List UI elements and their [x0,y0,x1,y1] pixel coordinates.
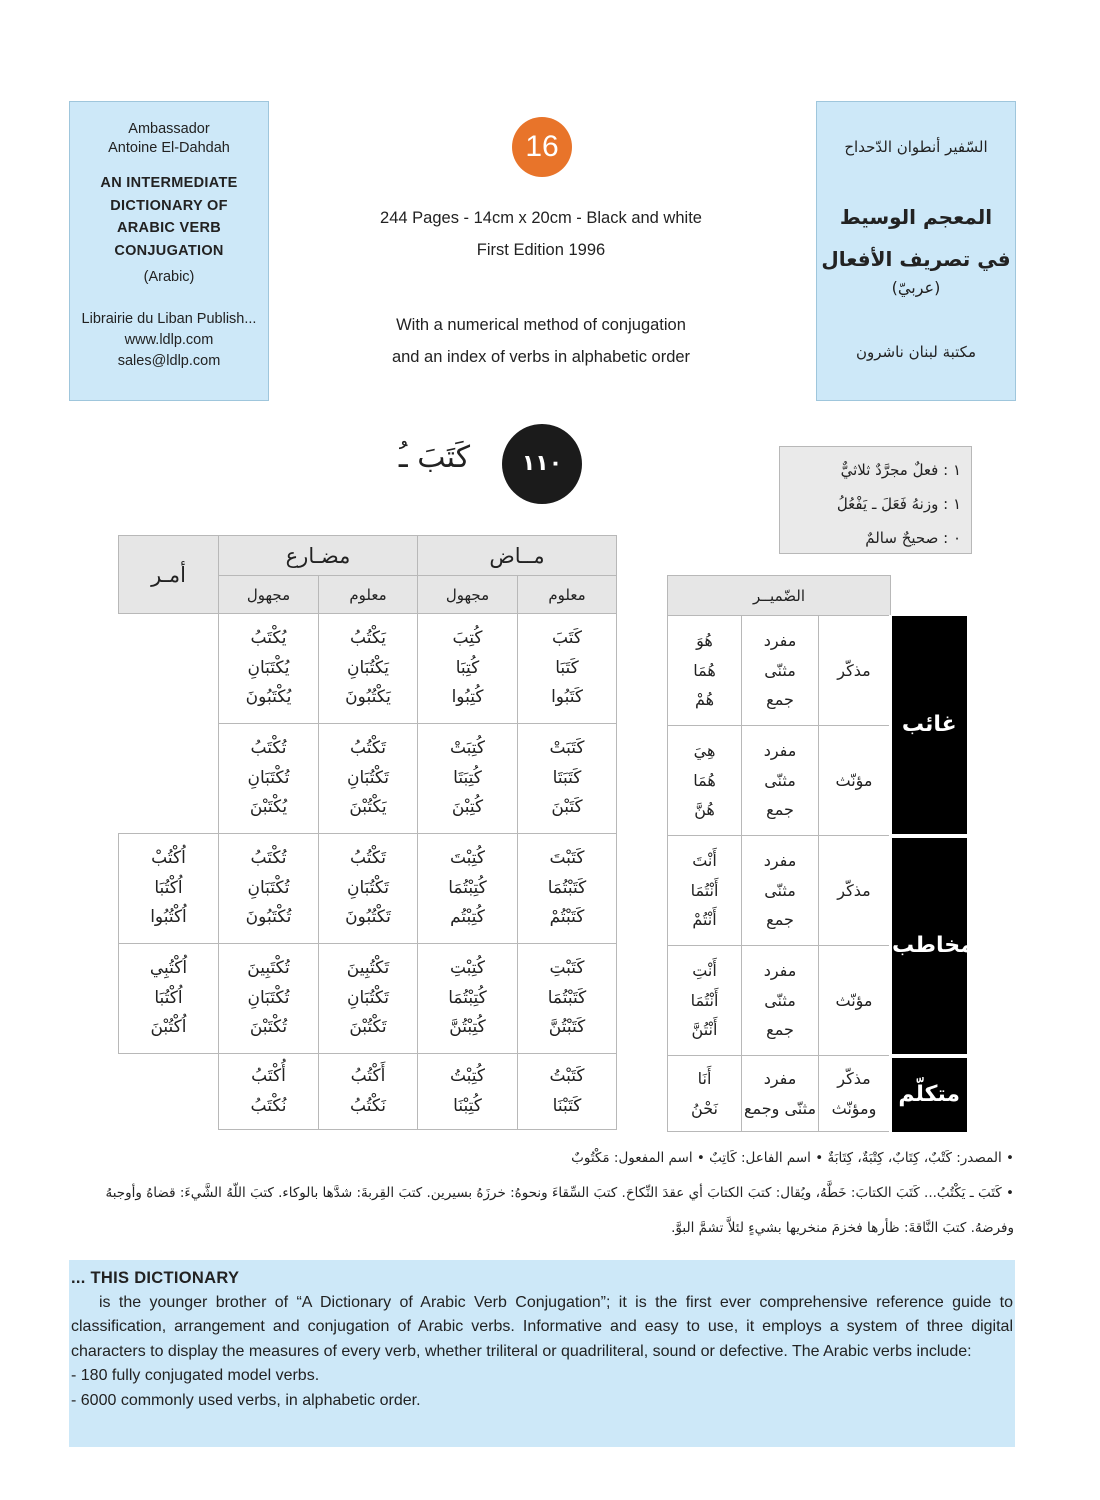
amr-cell [119,724,219,834]
publisher-website: www.ldlp.com [124,332,214,348]
conj-form: تُكْتَبِينَ [247,958,290,979]
number-cell [742,946,819,1056]
conj-form: كَتَبْتُمْ [549,907,585,928]
conj-form: كَتَبْتُمَا [547,877,587,898]
table-row [119,834,617,944]
conj-form: كُتِبْتُم [450,907,485,928]
conj-form: كُتِبْتُمَا [448,987,487,1008]
number-label: جمع [766,800,794,820]
conj-cell [219,1054,319,1130]
conj-cell [319,1054,418,1130]
number-label: مفرد [763,1069,797,1088]
title-line: ARABIC VERB [117,220,221,236]
person-mutakallim: متكلّم [891,1056,967,1132]
conj-form: كَتَبْنَ [551,797,583,818]
conj-form: كَتَبَا [555,657,579,678]
header-pronoun: الضّميــر [668,576,891,616]
conj-form: تَكْتُبُ [350,848,386,869]
number-label: مثنّى [764,660,796,680]
meaning-note-line-2: وفرضهُ. كتبَ النَّاقةَ: ظأرها فخزمَ منخريها بشيءٍ لئلاَّ تشمَّ البوَّ. [671,1220,1014,1236]
conj-form: كُتِبْتُنَّ [449,1017,486,1038]
conj-form: كَتَبَتَا [552,767,582,788]
number-label: مفرد [763,741,797,761]
header-amr: أمـر [119,536,219,614]
verb-title: كَتَبَ ـُ [398,440,470,475]
blurb-heading: ... THIS DICTIONARY [71,1269,240,1287]
conj-cell [518,944,617,1054]
conj-form: تُكْتَبَانِ [247,877,290,898]
amr-cell [119,944,219,1054]
conj-form: تَكْتُبَانِ [346,767,390,788]
number-cell [742,1056,819,1132]
conj-form: يَكْتُبُونَ [345,687,391,708]
classification-line: ٠ : صحيحٌ سالمٌ [865,529,961,547]
classification-line: ١ : فعلٌ مجرَّدٌ ثلاثيٌّ [840,461,961,479]
header-madi: مــاض [418,536,617,576]
derivatives-note: • المصدر: كَتْبٌ، كِتَابٌ، كِتْبَةٌ، كِتَابَةٌ • اسم الفاعل: كَاتِبٌ • اسم المفعول: مَكْتُوبٌ [571,1150,1014,1166]
description-line-1: With a numerical method of conjugation [396,316,686,334]
pronoun-form: أَنْتُمَا [690,880,719,900]
conj-form: تُكْتَبَانِ [247,987,290,1008]
table-row [668,616,967,726]
conj-form: كُتِبَا [455,657,480,678]
conj-form: كَتَبُوا [551,687,583,708]
pronoun-form: هُنَّ [694,800,715,820]
conj-form: نُكْتَبُ [250,1095,287,1116]
conj-form: كُتِبَ [452,628,483,649]
conj-form: يُكْتَبُ [250,628,287,649]
table-row [119,724,617,834]
arabic-info-box [816,101,1016,401]
pronoun-cell [668,616,742,726]
conj-cell [219,614,319,724]
conj-form: يَكْتُبْنَ [349,797,387,818]
author-title: Ambassador [128,121,210,137]
pronoun-cell [668,946,742,1056]
language-label: (Arabic) [143,269,195,285]
conj-form: يُكْتَبْنَ [249,797,288,818]
pronoun-form: أَنَا [697,1069,712,1088]
table-row [119,1054,617,1130]
header-corner [891,576,967,616]
number-label: جمع [766,910,794,930]
conj-form: يُكْتَبَانِ [247,657,290,678]
number-label: مفرد [763,851,797,871]
gender-label: ومؤنّث [831,1098,877,1118]
conj-cell [219,724,319,834]
conj-form: كَتَبَتْ [549,738,585,759]
conj-form: كَتَبْتِ [549,958,585,979]
pronoun-form: هُمْ [694,690,715,710]
publisher-name: Librairie du Liban Publish... [81,311,257,327]
blurb-item: - 6000 commonly used verbs, in alphabetic order. [71,1391,421,1409]
conj-form: كُتِبَتَا [453,767,482,788]
conj-form: اُكْتُبْنَ [150,1017,187,1038]
conj-form: تَكْتُبْنَ [349,1017,387,1038]
author-block [70,120,268,158]
conj-form: تُكْتَبُ [250,738,287,759]
author-name: Antoine El-Dahdah [108,140,230,156]
conj-form: كَتَبْتُنَّ [548,1017,586,1038]
conj-form: كُتِبُوا [451,687,484,708]
conj-form: أَكْتُبُ [350,1066,386,1086]
pronoun-form: هُوَ [696,631,713,651]
table-row [119,944,617,1054]
header-madi-majhul: مجهول [418,576,518,614]
title-line: CONJUGATION [114,242,224,259]
number-label: مفرد [763,631,797,651]
number-cell [742,836,819,946]
conj-form: اُكْتُبِي [149,958,188,979]
header-mudari-majhul: مجهول [219,576,319,614]
verb-classification-box [779,446,972,554]
conj-form: اُكْتُبُوا [150,907,187,928]
number-cell [742,616,819,726]
conj-cell [418,724,518,834]
amr-cell [119,834,219,944]
conj-cell [418,944,518,1054]
conj-form: كُتِبْتَ [449,848,486,869]
conj-form: نَكْتُبُ [350,1095,386,1116]
pronoun-cell [668,726,742,836]
pronoun-cell [668,836,742,946]
conjugation-table [118,535,617,1130]
pronoun-form: هِيَ [693,741,716,761]
conj-form: كُتِبْنَ [451,797,484,818]
table-row [668,836,967,946]
conj-form: كَتَبْتُمَا [547,987,587,1008]
conj-cell [518,724,617,834]
conj-cell [219,834,319,944]
conj-form: يُكْتَبُونَ [245,687,292,708]
classification-line: ١ : وزنهُ فَعَلَ ـ يَفْعُلُ [836,495,961,513]
title-line: DICTIONARY OF [110,197,228,214]
dictionary-blurb [69,1260,1015,1447]
header-mudari: مضـارع [219,536,418,576]
table-row [668,1056,967,1132]
pronoun-form: هُمَا [693,660,716,680]
language-label-arabic: (عربيّ) [891,278,941,297]
conj-cell [518,614,617,724]
pronoun-form: أَنْتِ [692,961,717,981]
number-label: مفرد [763,961,797,981]
conj-form: اُكْتُبَا [154,987,183,1008]
person-ghaib: غائب [891,616,967,836]
conj-form: تَكْتُبِينَ [346,958,390,979]
gender-cell: مؤنّث [819,946,891,1056]
publisher-email: sales@ldlp.com [117,353,221,369]
conj-cell [319,724,418,834]
book-number-badge: 16 [512,117,572,177]
conj-form: كَتَبْنَا [552,1095,582,1116]
conj-cell [319,614,418,724]
conj-cell [518,1054,617,1130]
conj-form: كَتَبْتُ [549,1066,585,1086]
conj-cell [418,1054,518,1130]
conj-form: كُتِبْتِ [449,958,486,979]
book-title-english [70,172,268,262]
gender-label: مذكّر [837,1069,871,1088]
number-label: جمع [766,690,794,710]
conj-form: تَكْتُبُونَ [345,907,391,928]
conj-form: أُكْتَبُ [251,1066,286,1086]
conj-form: كَتَبْتَ [549,848,585,869]
publisher-block [70,309,268,372]
blurb-paragraph: is the younger brother of “A Dictionary of Arabic Verb Conjugation”; it is the first ever comprehensive reference guide to classification, arrangement and conjugation of Arabic verbs. Informative and easy to use, it employs a system of three digital characters to display the measures of every verb, whether triliteral or quadriliteral, sound or defective. The Arabic verbs include: [71,1293,1013,1360]
conj-form: تُكْتَبُ [250,848,287,869]
conj-form: كُتِبْنَا [453,1095,482,1116]
number-label: جمع [766,1020,794,1040]
conj-cell [518,834,617,944]
gender-cell [819,1056,891,1132]
amr-cell [119,614,219,724]
gender-cell: مؤنّث [819,726,891,836]
number-cell [742,726,819,836]
publisher-name-arabic: مكتبة لبنان ناشرون [855,343,976,361]
header-madi-maalum: معلوم [518,576,617,614]
author-name-arabic: السّفير أنطوان الدّحداح [844,138,988,156]
meaning-note-line-1: • كَتَبَ ـ يَكْتُبُ... كَتَبَ الكتابَ: خَطَّهُ، ويُقال: كتبَ الكتابَ أي عقدَ النِّكاحَ. كتبَ السِّقاءَ ونحوهُ: خرزَهُ بسيرين. كتبَ القِربةَ: شدَّها بالوكاء. كتبَ اللّهُ الشَّيءَ: قضاهُ وأوجبهُ [105,1185,1014,1201]
conj-form: اُكْتُبَا [154,877,183,898]
conj-cell [319,834,418,944]
pronoun-form: هُمَا [693,770,716,790]
conj-form: كُتِبْتُ [449,1066,486,1086]
number-label: مثنّى [764,880,796,900]
conj-form: تَكْتُبَانِ [346,987,390,1008]
pronoun-form: أَنْتُمَا [690,990,719,1010]
conj-cell [219,944,319,1054]
conj-form: تَكْتُبُ [350,738,386,759]
pronoun-form: أَنْتَ [692,851,717,871]
pronoun-cell [668,1056,742,1132]
conj-form: كَتَبَ [552,628,582,649]
conj-form: تُكْتَبَانِ [247,767,290,788]
conj-form: تُكْتَبُونَ [245,907,292,928]
gender-cell: مذكّر [819,836,891,946]
title-line: في تصريف الأفعال [821,247,1011,271]
conj-cell [418,834,518,944]
english-info-box [69,101,269,401]
number-label: مثنّى [764,990,796,1010]
conj-form: يَكْتُبَانِ [346,657,390,678]
conj-form: اُكْتُبْ [151,848,186,869]
title-line: AN INTERMEDIATE [100,175,238,191]
description-line-2: and an index of verbs in alphabetic order [391,348,691,366]
conj-form: يَكْتُبُ [350,628,386,649]
book-title-arabic [817,196,1015,280]
person-mukhatab: مخاطب [891,836,967,1056]
conj-cell [418,614,518,724]
gender-cell: مذكّر [819,616,891,726]
conj-cell [319,944,418,1054]
header-mudari-maalum: معلوم [319,576,418,614]
table-row [119,614,617,724]
title-line: المعجم الوسيط [839,205,993,229]
conj-form: كُتِبَتْ [449,738,486,759]
number-label: مثنّى [764,770,796,790]
pronoun-form: نَحْنُ [691,1098,718,1118]
verb-number-badge: ١١٠ [502,424,582,504]
pronoun-form: أَنْتُمْ [692,910,717,930]
number-label: مثنّى وجمع [743,1098,817,1118]
blurb-item: - 180 fully conjugated model verbs. [71,1367,320,1384]
conj-form: تُكْتَبْنَ [249,1017,288,1038]
conj-form: تَكْتُبَانِ [346,877,390,898]
conj-form: كُتِبْتُمَا [448,877,487,898]
pronoun-table [667,575,974,1132]
pronoun-form: أَنْتُنَّ [691,1020,718,1040]
edition-info: First Edition 1996 [476,241,606,259]
book-specs: 244 Pages - 14cm x 20cm - Black and white [380,209,702,227]
amr-cell [119,1054,219,1130]
